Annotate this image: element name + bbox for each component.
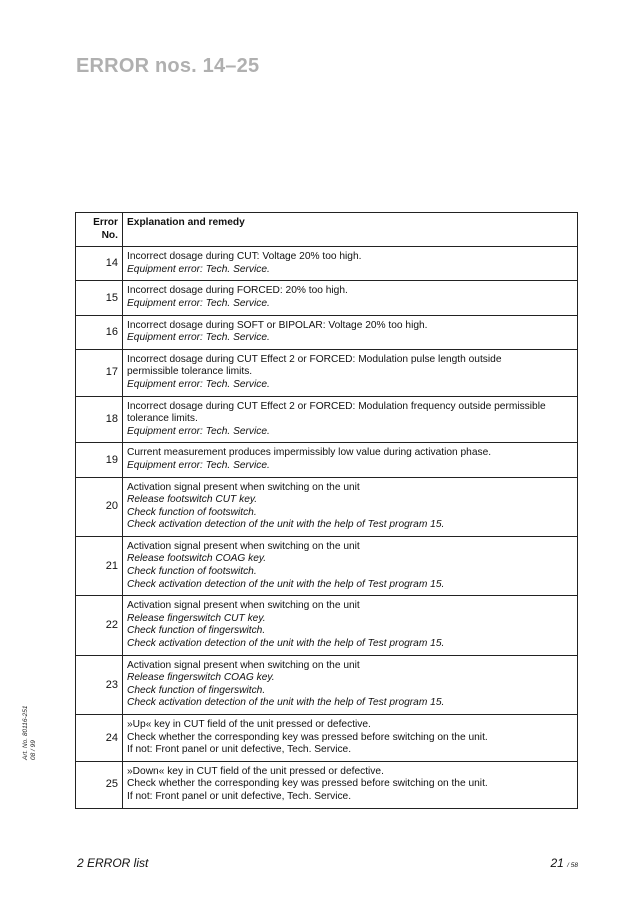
page-total: / 58 bbox=[567, 862, 578, 869]
error-explanation bbox=[123, 443, 578, 477]
table-row bbox=[76, 349, 578, 396]
error-explanation bbox=[123, 247, 578, 281]
error-number: 20 bbox=[76, 477, 123, 536]
table-header-row bbox=[76, 213, 578, 247]
explanation-line: »Up« key in CUT field of the unit pressed or defective. bbox=[127, 719, 371, 730]
page-number: 21 bbox=[550, 856, 564, 870]
explanation-line: Check activation detection of the unit with the help of Test program 15. bbox=[127, 519, 445, 531]
explanation-line: Equipment error: Tech. Service. bbox=[127, 459, 270, 471]
explanation-line: tolerance limits. bbox=[127, 413, 198, 425]
error-number: 18 bbox=[76, 396, 123, 443]
article-number bbox=[22, 680, 38, 760]
explanation-line: Check activation detection of the unit with the help of Test program 15. bbox=[127, 638, 445, 650]
explanation-line: Incorrect dosage during CUT Effect 2 or FORCED: Modulation frequency outside permissible bbox=[127, 400, 546, 412]
header-error-no-line2: No. bbox=[101, 229, 118, 241]
explanation-line: Check activation detection of the unit with the help of Test program 15. bbox=[127, 578, 445, 590]
explanation-line: Release footswitch CUT key. bbox=[127, 494, 258, 506]
error-number: 15 bbox=[76, 281, 123, 315]
explanation-line: Equipment error: Tech. Service. bbox=[127, 263, 270, 275]
error-explanation bbox=[123, 477, 578, 536]
error-number: 19 bbox=[76, 443, 123, 477]
error-explanation bbox=[123, 396, 578, 443]
explanation-line: Check whether the corresponding key was pressed before switching on the unit. bbox=[127, 731, 488, 743]
explanation-line: Check function of footswitch. bbox=[127, 506, 257, 518]
explanation-line: Current measurement produces impermissibly low value during activation phase. bbox=[127, 447, 492, 459]
table-row bbox=[76, 477, 578, 536]
table-row bbox=[76, 247, 578, 281]
explanation-line: Release fingerswitch CUT key. bbox=[127, 612, 266, 624]
footer-page-number bbox=[550, 856, 578, 870]
explanation-line: If not: Front panel or unit defective, Tech. Service. bbox=[127, 790, 352, 802]
error-number: 24 bbox=[76, 715, 123, 762]
explanation-line: Equipment error: Tech. Service. bbox=[127, 425, 270, 437]
explanation-line: »Down« key in CUT field of the unit pressed or defective. bbox=[127, 765, 384, 777]
explanation-line: Activation signal present when switching on the unit bbox=[127, 659, 360, 671]
error-explanation bbox=[123, 349, 578, 396]
explanation-line: Check function of footswitch. bbox=[127, 566, 257, 578]
table-row bbox=[76, 715, 578, 762]
table-row bbox=[76, 761, 578, 808]
explanation-line: Equipment error: Tech. Service. bbox=[127, 332, 270, 344]
error-table bbox=[75, 212, 578, 809]
table-row bbox=[76, 655, 578, 714]
table-row bbox=[76, 536, 578, 595]
error-explanation bbox=[123, 536, 578, 595]
error-number: 23 bbox=[76, 655, 123, 714]
explanation-line: permissible tolerance limits. bbox=[127, 366, 253, 378]
error-number: 25 bbox=[76, 761, 123, 808]
explanation-line: Activation signal present when switching on the unit bbox=[127, 481, 360, 493]
article-number-line2: 08 / 99 bbox=[30, 740, 37, 760]
error-explanation bbox=[123, 596, 578, 655]
error-explanation bbox=[123, 655, 578, 714]
explanation-line: Incorrect dosage during SOFT or BIPOLAR: Voltage 20% too high. bbox=[127, 319, 428, 331]
explanation-line: Release fingerswitch COAG key. bbox=[127, 672, 275, 684]
error-number: 16 bbox=[76, 315, 123, 349]
explanation-line: Check activation detection of the unit with the help of Test program 15. bbox=[127, 697, 445, 709]
error-explanation bbox=[123, 315, 578, 349]
explanation-line: If not: Front panel or unit defective, Tech. Service. bbox=[127, 744, 352, 756]
error-number: 22 bbox=[76, 596, 123, 655]
error-explanation bbox=[123, 715, 578, 762]
header-explanation: Explanation and remedy bbox=[123, 213, 578, 247]
table-row bbox=[76, 443, 578, 477]
table-row bbox=[76, 396, 578, 443]
error-number: 14 bbox=[76, 247, 123, 281]
explanation-line: Equipment error: Tech. Service. bbox=[127, 297, 270, 309]
explanation-line: Check whether the corresponding key was pressed before switching on the unit. bbox=[127, 778, 488, 790]
explanation-line: Activation signal present when switching on the unit bbox=[127, 600, 360, 612]
table-row bbox=[76, 596, 578, 655]
explanation-line: Check function of fingerswitch. bbox=[127, 684, 266, 696]
error-explanation bbox=[123, 281, 578, 315]
error-explanation bbox=[123, 761, 578, 808]
error-number: 17 bbox=[76, 349, 123, 396]
explanation-line: Incorrect dosage during CUT Effect 2 or FORCED: Modulation pulse length outside bbox=[127, 353, 502, 365]
explanation-line: Check function of fingerswitch. bbox=[127, 625, 266, 637]
article-number-line1: Art. No. 80116-251 bbox=[22, 705, 29, 760]
explanation-line: Release footswitch COAG key. bbox=[127, 553, 267, 565]
page-title: ERROR nos. 14–25 bbox=[76, 55, 260, 77]
table-row bbox=[76, 315, 578, 349]
explanation-line: Activation signal present when switching on the unit bbox=[127, 540, 360, 552]
explanation-line: Incorrect dosage during FORCED: 20% too high. bbox=[127, 285, 348, 297]
explanation-line: Equipment error: Tech. Service. bbox=[127, 378, 270, 390]
footer-section: 2 ERROR list bbox=[77, 856, 149, 870]
table-row bbox=[76, 281, 578, 315]
header-error-no-line1: Error bbox=[93, 217, 118, 228]
header-error-no bbox=[76, 213, 123, 247]
explanation-line: Incorrect dosage during CUT: Voltage 20% too high. bbox=[127, 251, 362, 263]
error-number: 21 bbox=[76, 536, 123, 595]
